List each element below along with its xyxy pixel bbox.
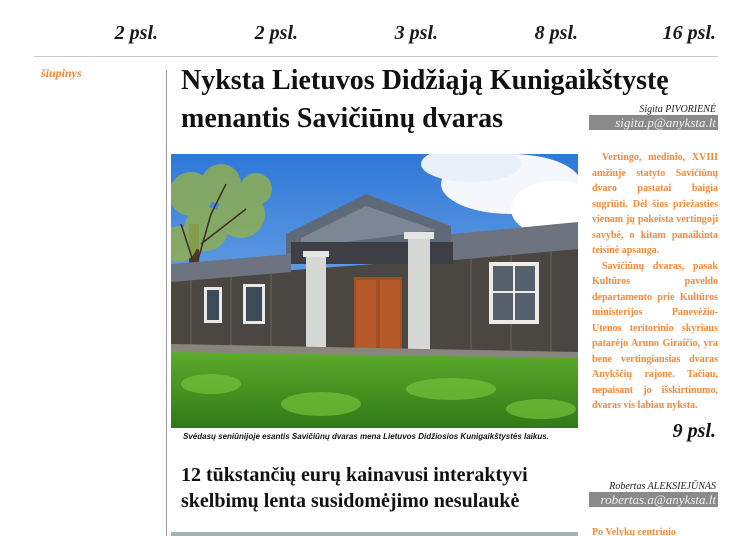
article2-headline[interactable] — [181, 462, 581, 514]
page-ref-3[interactable]: 3 psl. — [380, 20, 440, 46]
article1-lead — [592, 150, 718, 414]
article1-headline-line2: menantis Savičiūnų dvaras — [181, 103, 504, 134]
page-ref-4[interactable]: 8 psl. — [520, 20, 580, 46]
article1-continued-ref[interactable]: 9 psl. — [672, 420, 716, 442]
article2-lead: Po Velykų centrinio — [592, 527, 676, 536]
article2-photo[interactable] — [171, 532, 578, 536]
article1-headline-line1: Nyksta Lietuvos Didžiąją Kunigaikštystę — [181, 65, 669, 96]
article1-photo-caption: Svėdasų seniūnijoje esantis Savičiūnų dvaras mena Lietuvos Didžiosios Kunigaikštystės laikus. — [183, 432, 549, 441]
section-label: šiupinys — [41, 66, 82, 80]
article2-headline-line2: skelbimų lenta susidomėjimo nesulaukė — [181, 490, 520, 512]
article1-author-email[interactable]: sigita.p@anyksta.lt — [589, 115, 718, 130]
article1-lead-paragraph1: Vertingo, medinio, XVIII amžiuje statyto Savičiūnų dvaro pastatai baigia sugriūti. Dėl šios priežasties vienam jų pakeista vertingoji savybė, o kitam panaikinta teisinė apsauga. — [592, 152, 718, 256]
article1-photo-manor[interactable] — [171, 154, 578, 428]
column-divider — [166, 70, 167, 536]
top-divider — [34, 56, 718, 57]
article1-lead-paragraph2: Savičiūnų dvaras, pasak Kultūros paveldo departamento prie Kultūros ministerijos Panevėžio-Utenos teritorinio skyriaus patarėjo Aruno Giraičio, yra bene vertingiausias dvaras Anykščių rajone. Tačiau, nepaisant jo išskirtinumo, dvaras vis labiau nyksta. — [592, 260, 718, 411]
page-ref-1[interactable]: 2 psl. — [100, 20, 160, 46]
page-references-bar — [0, 20, 750, 48]
page-ref-5[interactable]: 16 psl. — [650, 20, 718, 46]
article2-headline-line1: 12 tūkstančių eurų kainavusi interaktyvi — [181, 464, 528, 486]
article2-author-email[interactable]: robertas.a@anyksta.lt — [589, 492, 718, 507]
article1-author-name: Sigita PIVORIENĖ — [639, 104, 716, 115]
article2-author-name: Robertas ALEKSIEJŪNAS — [609, 481, 716, 492]
page-ref-2[interactable]: 2 psl. — [240, 20, 300, 46]
